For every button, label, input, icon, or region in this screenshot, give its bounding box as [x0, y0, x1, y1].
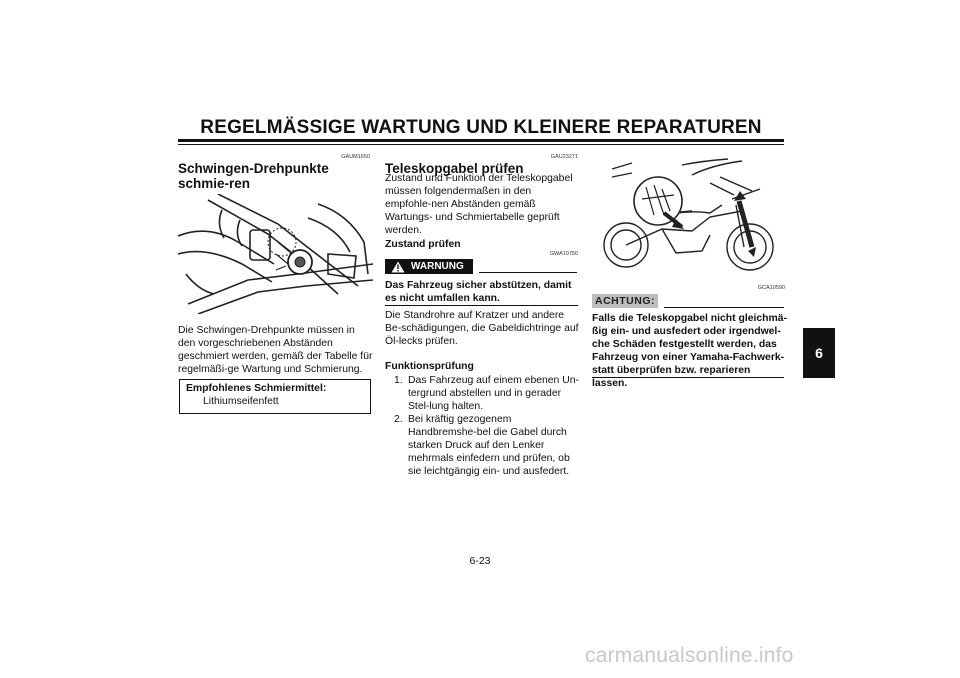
warning-code: GWA10750 [549, 251, 578, 257]
chapter-tab: 6 [803, 328, 835, 378]
lubricant-box-title: Empfohlenes Schmiermittel: [186, 383, 327, 394]
caution-text: Falls die Teleskopgabel nicht gleichmä-ßig ein- und ausfedert oder irgendwel-che Schäden festgestellt werden, das Fahrzeug von einer Yamaha-Fachwerk-statt überprüfen bzw. reparieren lassen. [592, 313, 787, 389]
list-item [385, 413, 580, 478]
fork-check-illustration [592, 155, 787, 283]
function-check-steps [385, 374, 580, 478]
section-code: GAU23271 [550, 154, 578, 160]
section-code: GAUM1650 [341, 154, 370, 160]
caution-code: GCA10590 [757, 285, 785, 291]
swingarm-paragraph: Die Schwingen-Drehpunkte müssen in den vorgeschriebenen Abständen geschmiert werden, gemäß der Tabelle für regelmäßi-ge Wartung und Schmierung. [178, 325, 373, 375]
lubricant-box [179, 379, 371, 414]
step-text: Bei kräftig gezogenem Handbremshe-bel die Gabel durch starken Druck auf den Lenker mehrmals einfedern und prüfen, ob sie leichtgängig ein- und ausfedert. [408, 414, 570, 477]
subheading-function: Funktionsprüfung [385, 361, 474, 372]
subheading-condition: Zustand prüfen [385, 239, 461, 250]
caution-rule [664, 307, 784, 308]
warning-rule [479, 272, 577, 273]
warning-rule-bottom [385, 305, 578, 306]
header-rule-thick [178, 139, 784, 142]
warning-text: Das Fahrzeug sicher abstützen, damit es nicht umfallen kann. [385, 280, 572, 304]
step-text: Das Fahrzeug auf einem ebenen Un-tergrund abstellen und in gerader Stel-lung halten. [408, 375, 579, 412]
header-rule-thin [178, 144, 784, 145]
fork-inspect-paragraph: Die Standrohre auf Kratzer und andere Be-schädigungen, die Gabeldichtringe auf Öl-lecks prüfen. [385, 310, 579, 347]
warning-triangle-icon [385, 259, 411, 274]
warning-label: WARNUNG [411, 261, 464, 272]
lubricant-box-value: Lithiumseifenfett [203, 396, 279, 407]
section-title-fork: Teleskopgabel prüfen [385, 161, 524, 176]
warning-badge [385, 259, 473, 274]
swingarm-pivot-illustration [178, 194, 373, 314]
caution-badge: ACHTUNG: [592, 294, 658, 308]
fork-intro-paragraph: Zustand und Funktion der Teleskopgabel müssen folgendermaßen in den empfohle-nen Abständen gemäß Wartungs- und Schmiertabelle geprüft werden. [385, 173, 573, 236]
page-number: 6-23 [469, 555, 491, 567]
step-number: 1. [394, 375, 403, 386]
list-item [385, 374, 580, 413]
watermark: carmanualsonline.info [585, 644, 794, 667]
section-title-swingarm: Schwingen-Drehpunkte schmie-ren [178, 161, 329, 191]
caution-rule-bottom [592, 377, 784, 378]
step-number: 2. [394, 414, 403, 425]
page-header-title: REGELMÄSSIGE WARTUNG UND KLEINERE REPARATUREN [200, 117, 762, 138]
